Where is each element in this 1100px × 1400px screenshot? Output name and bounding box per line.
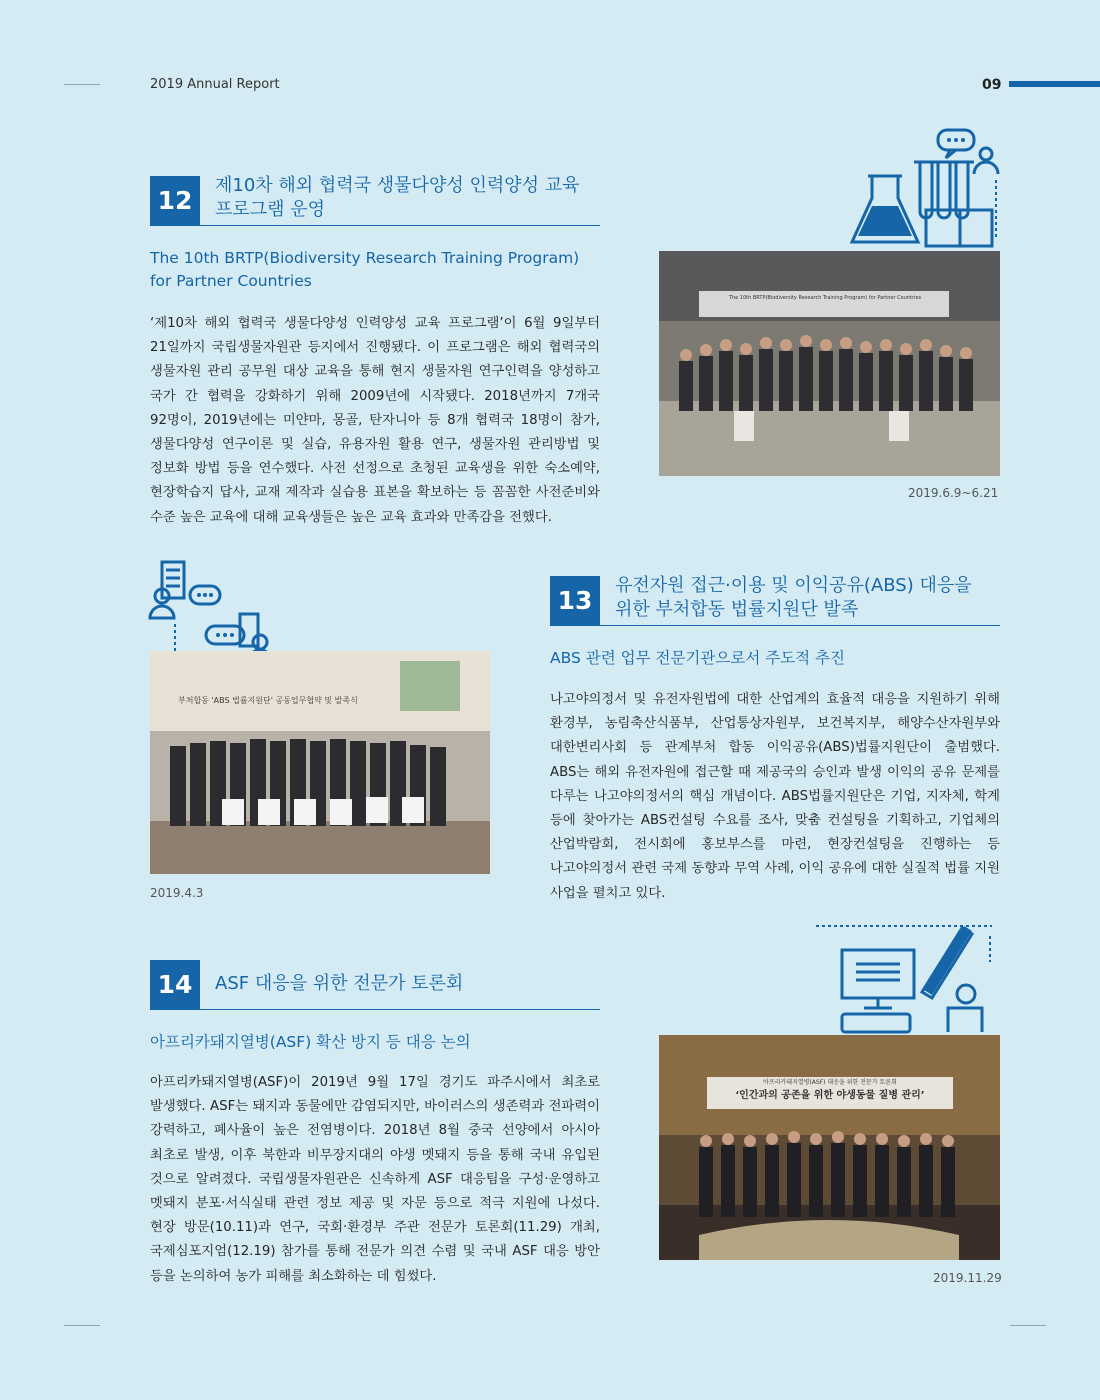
section-subtitle: The 10th BRTP(Biodiversity Research Training Program) for Partner Countries xyxy=(150,249,580,290)
brtp-group-photo-image xyxy=(659,251,1000,476)
section-title-line: 제10차 해외 협력국 생물다양성 인력양성 교육 xyxy=(215,175,580,196)
report-title: 2019 Annual Report xyxy=(150,77,280,92)
page-number: 09 xyxy=(982,77,1002,93)
section-subtitle: ABS 관련 업무 전문기관으로서 주도적 추진 xyxy=(550,649,846,667)
computer-pen-icon xyxy=(816,922,1000,1038)
section-number-badge: 14 xyxy=(150,960,200,1010)
section-body: ‘제10차 해외 협력국 생물다양성 인력양성 교육 프로그램’이 6월 9일부터 21일까지 국립생물자원관 등지에서 진행됐다. 이 프로그램은 해외 협력국의 생물자원 관리 공무원 대상 교육을 통해 현지 생물자원 연구인력을 양성하고 국가 간 협력을 강화하기 위해 2009년에 시작됐다. 2018년까지 7개국 92명이, 2019년에는 미얀마, 몽골, 탄자니아 등 8개 협력국 18명이 참가, 생물다양성 연구이론 및 실습, 유용자원 활용 연구, 생물자원 관리방법 및 정보화 방법 등을 연수했다. 사전 선정으로 초청된 교육생을 위한 숙소예약, 현장학습지 답사, 교재 제작과 실습용 표본을 확보하는 등 꼼꼼한 사전준비와 수준 높은 교육에 대해 교육생들은 높은 교육 효과와 만족감을 전했다. xyxy=(150,316,600,525)
section-number-badge: 12 xyxy=(150,176,200,226)
section-title xyxy=(215,972,463,996)
lab-flask-icon xyxy=(850,128,1002,250)
section-number-badge: 13 xyxy=(550,576,600,626)
section-title-line: 유전자원 접근·이용 및 이익공유(ABS) 대응을 xyxy=(615,575,972,596)
section-title-line: ASF 대응을 위한 전문가 토론회 xyxy=(215,973,464,994)
header-rule-left xyxy=(64,84,100,85)
section-underline xyxy=(550,625,1000,626)
photo-banner xyxy=(711,1077,949,1101)
header-accent-bar xyxy=(1009,81,1100,87)
section-body: 아프리카돼지열병(ASF)이 2019년 9월 17일 경기도 파주시에서 최초로 발생했다. ASF는 돼지과 동물에만 감염되지만, 바이러스의 생존력과 전파력이 강력하고, 폐사율이 높은 전염병이다. 2018년 8월 중국 선양에서 아시아 최초로 발생, 이후 북한과 비무장지대의 야생 멧돼지 등을 통해 국내 유입된 것으로 알려졌다. 국립생물자원관은 신속하게 ASF 대응팀을 구성·운영하고 멧돼지 분포·서식실태 관련 정보 제공 및 자문 등으로 적극 지원에 나섰다. 현장 방문(10.11)과 연구, 국회·환경부 주관 전문가 토론회(11.29) 개최, 국제심포지엄(12.19) 참가를 통해 전문가 의견 수렴 및 국내 ASF 대응 방안 등을 논의하여 농가 피해를 최소화하는 데 힘썼다. xyxy=(150,1075,600,1284)
section-underline xyxy=(150,225,600,226)
section-title-line: 위한 부처합동 법률지원단 발족 xyxy=(615,599,859,620)
photo-banner-text: 부처합동 'ABS 법률지원단' 공동업무협약 및 발족식 xyxy=(178,696,358,705)
section-body: 나고야의정서 및 유전자원법에 대한 산업계의 효율적 대응을 지원하기 위해 환경부, 농림축산식품부, 산업통상자원부, 보건복지부, 해양수산자원부와 대한변리사회 등 관계부처 합동 이익공유(ABS)법률지원단이 출범했다. ABS는 해외 유전자원에 접근할 때 제공국의 승인과 발생 이익의 공유 문제를 다루는 나고야의정서의 핵심 개념이다. ABS법률지원단은 기업, 지자체, 학계 등에 찾아가는 ABS컨설팅 수요를 조사, 맞춤 컨설팅을 기획하고, 기업체의 산업박람회, 전시회에 홍보부스를 마련, 현장컨설팅을 진행하는 등 나고야의정서 관련 국제 동향과 무역 사례, 이익 공유에 대한 실질적 법률 지원 사업을 펼치고 있다. xyxy=(550,692,1000,901)
footer-rule-left xyxy=(64,1325,100,1326)
footer-rule-right xyxy=(1010,1325,1046,1326)
photo-caption: 2019.4.3 xyxy=(150,886,204,900)
asf-forum-photo-image xyxy=(659,1035,1000,1260)
photo-banner-line: ‘인간과의 공존을 위한 야생동물 질병 관리’ xyxy=(735,1090,925,1101)
abs-ceremony-photo-image xyxy=(150,651,490,874)
photo-banner-line: 아프리카돼지열병(ASF) 대응을 위한 전문가 토론회 xyxy=(763,1079,897,1086)
abs-ceremony-photo xyxy=(150,651,490,874)
photo-caption: 2019.6.9~6.21 xyxy=(908,486,999,500)
brtp-group-photo xyxy=(659,251,1000,476)
photo-banner-text: The 10th BRTP(Biodiversity Research Training Program) for Partner Countries xyxy=(728,295,922,301)
section-title xyxy=(215,174,580,222)
section-subtitle: 아프리카돼지열병(ASF) 확산 방지 등 대응 논의 xyxy=(150,1033,471,1051)
section-title-line: 프로그램 운영 xyxy=(215,199,326,220)
section-underline xyxy=(150,1009,600,1010)
section-title xyxy=(615,574,972,622)
photo-caption: 2019.11.29 xyxy=(933,1271,1002,1285)
asf-forum-photo xyxy=(659,1035,1000,1260)
